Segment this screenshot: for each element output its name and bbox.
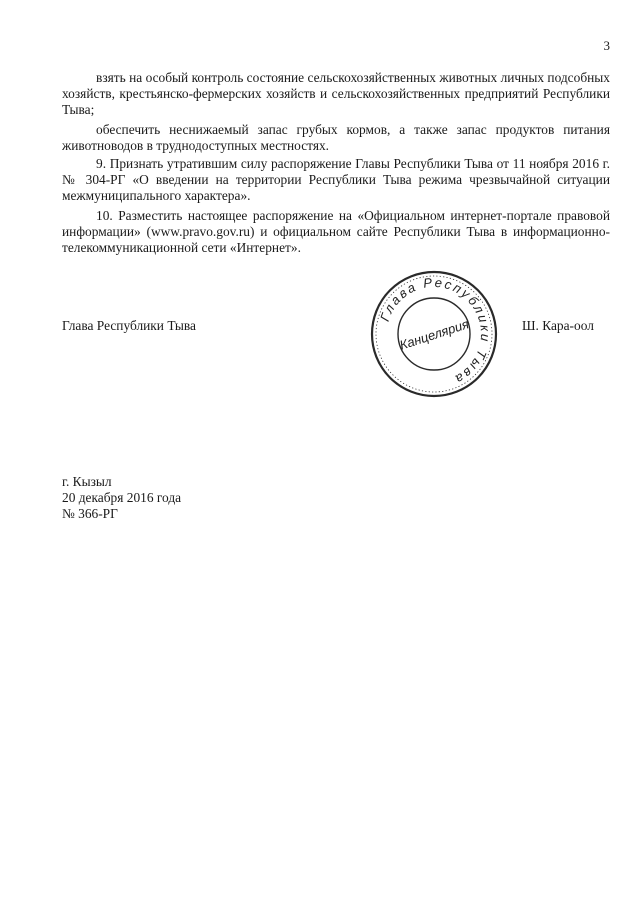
stamp-ring-text: Глава Республики Тыва [376, 274, 494, 388]
document-number: № 366-РГ [62, 506, 118, 521]
paragraph-item-9: 9. Признать утратившим силу распоряжение Главы Республики Тыва от 11 ноября 2016 г. № 304-РГ «О введении на территории Республики Тыва режима чрезвычайной ситуации межмуниципального характера». [62, 156, 610, 203]
paragraph-item-10: 10. Разместить настоящее распоряжение на «Официальном интернет-портале правовой информации» (www.pravo.gov.ru) и официальном сайте Республики Тыва в информационно-телекоммуникационной сети «Интернет». [62, 208, 610, 255]
signatory-position: Глава Республики Тыва [62, 318, 196, 333]
issue-city: г. Кызыл [62, 474, 112, 489]
signatory-name: Ш. Кара-оол [522, 318, 594, 333]
stamp-center-text: Канцелярия [397, 316, 471, 353]
paragraph-feed-reserve: обеспечить неснижаемый запас грубых кормов, а также запас продуктов питания животноводов в труднодоступных местностях. [62, 122, 610, 153]
issue-date: 20 декабря 2016 года [62, 490, 182, 505]
page-number: 3 [603, 38, 610, 53]
paragraph-control-livestock: взять на особый контроль состояние сельскохозяйственных животных личных подсобных хозяйств, крестьянско-фермерских хозяйств и сельскохозяйственных предприятий Республики Тыва; [62, 70, 610, 117]
official-stamp [368, 268, 500, 400]
